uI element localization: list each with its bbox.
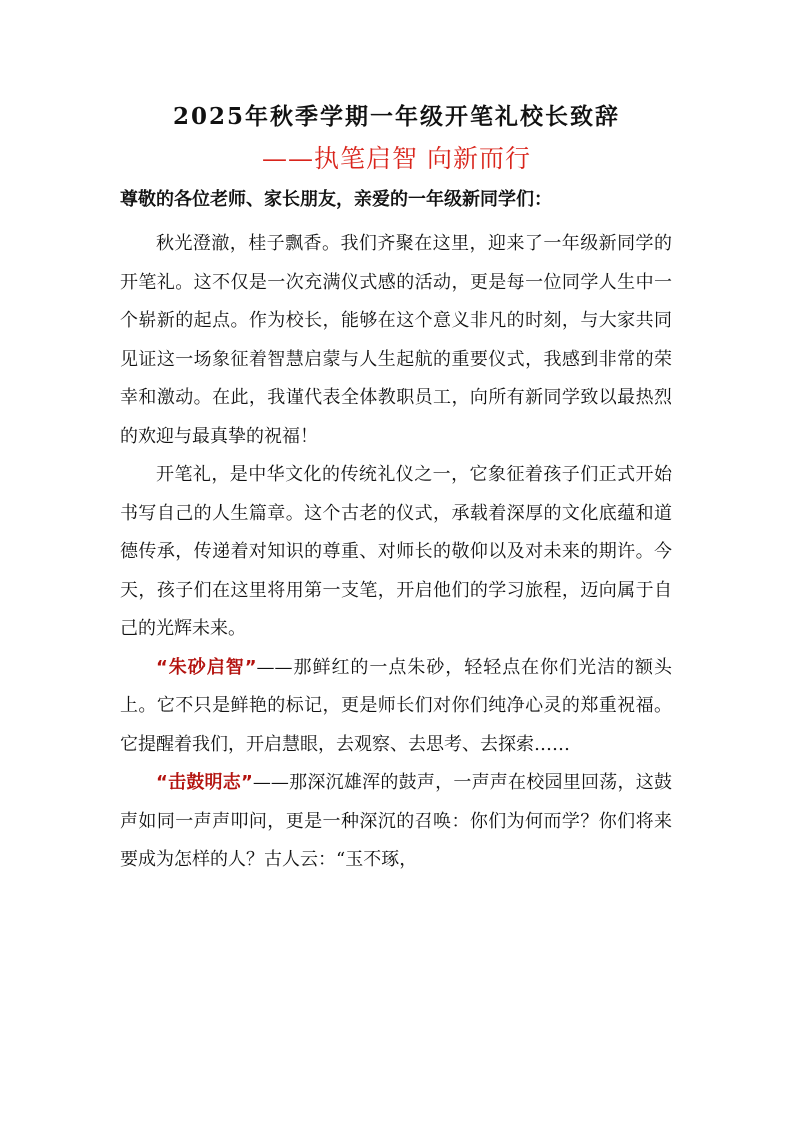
paragraph-drum <box>120 764 672 880</box>
paragraph-text: 开笔礼，是中华文化的传统礼仪之一，它象征着孩子们正式开始书写自己的人生篇章。这个古老的仪式，承载着深厚的文化底蕴和道德传承，传递着对知识的尊重、对师长的敬仰以及对未来的期许。今天，孩子们在这里将用第一支笔，开启他们的学习旅程，迈向属于自己的光辉未来。 <box>120 464 672 639</box>
document-title: 2025年秋季学期一年级开笔礼校长致辞 <box>172 103 620 130</box>
paragraph-ceremony-meaning <box>120 456 672 649</box>
paragraph-text: 秋光澄澈，桂子飘香。我们齐聚在这里，迎来了一年级新同学的开笔礼。这不仅是一次充满仪式感的活动，更是每一位同学人生中一个崭新的起点。作为校长，能够在这个意义非凡的时刻，与大家共同见证这一场象征着智慧启蒙与人生起航的重要仪式，我感到非常的荣幸和激动。在此，我谨代表全体教职员工，向所有新同学致以最热烈的欢迎与最真挚的祝福！ <box>120 233 672 447</box>
highlight-phrase: “击鼓明志” <box>156 772 253 793</box>
paragraph-text: ——那深沉雄浑的鼓声，一声声在校园里回荡，这鼓声如同一声声叩问，更是一种深沉的召唤：你们为何而学？你们将来要成为怎样的人？古人云：“玉不琢， <box>120 772 672 870</box>
highlight-phrase: “朱砂启智” <box>156 656 257 678</box>
paragraph-opening <box>120 225 672 456</box>
paragraph-cinnabar <box>120 649 672 765</box>
document-subtitle: ——执笔启智 向新而行 <box>262 144 531 173</box>
paragraph-text: ——那鲜红的一点朱砂，轻轻点在你们光洁的额头上。它不只是鲜艳的标记，更是师长们对你们纯净心灵的郑重祝福。它提醒着我们，开启慧眼，去观察、去思考、去探索…… <box>120 656 672 755</box>
speech-body <box>120 225 672 880</box>
salutation: 尊敬的各位老师、家长朋友，亲爱的一年级新同学们： <box>120 189 552 210</box>
